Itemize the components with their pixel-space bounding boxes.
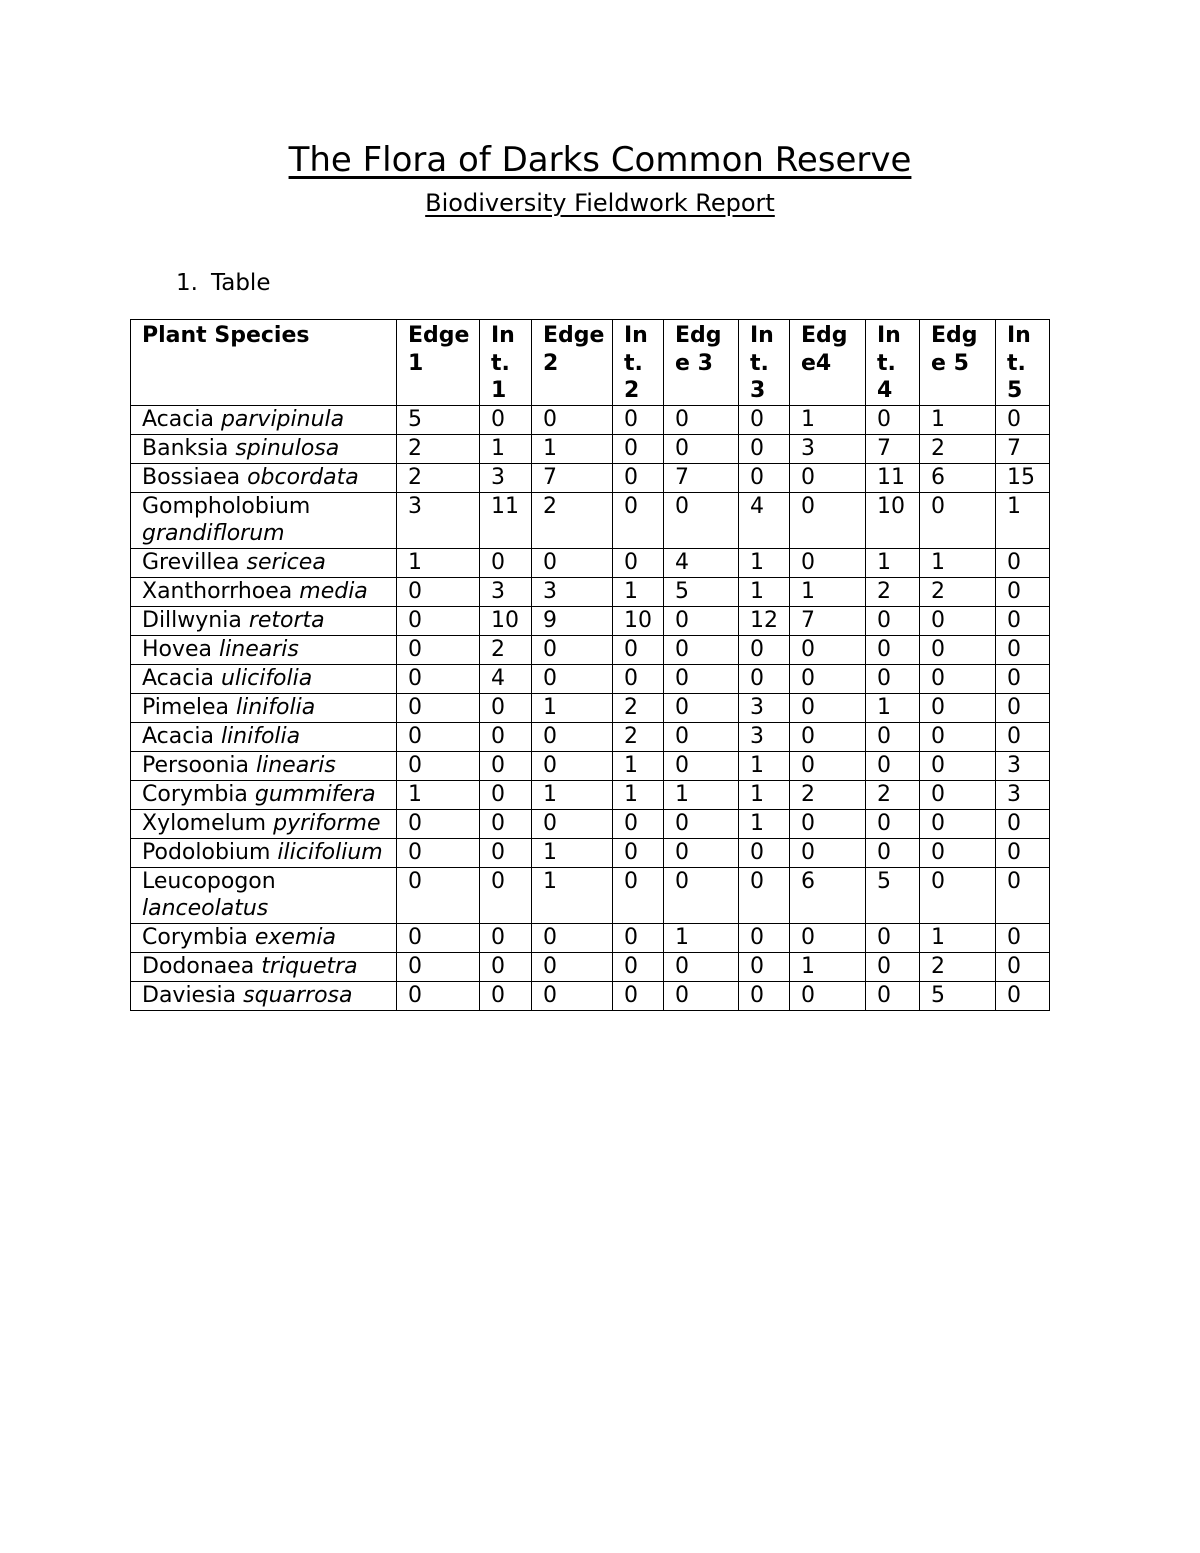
count-cell: 4 <box>480 664 532 693</box>
count-cell: 0 <box>790 751 866 780</box>
count-cell: 0 <box>790 838 866 867</box>
count-cell: 1 <box>532 838 613 867</box>
table-row <box>131 463 1050 492</box>
count-cell: 1 <box>480 434 532 463</box>
count-cell: 0 <box>397 923 480 952</box>
count-cell: 0 <box>613 809 664 838</box>
count-cell: 9 <box>532 606 613 635</box>
count-cell: 0 <box>996 635 1050 664</box>
header-int-5: Int. 5 <box>996 320 1050 406</box>
count-cell: 1 <box>739 577 790 606</box>
species-genus: Daviesia <box>142 982 237 1008</box>
count-cell: 1 <box>920 923 996 952</box>
table-row <box>131 635 1050 664</box>
count-cell: 4 <box>739 492 790 548</box>
count-cell: 1 <box>866 693 920 722</box>
table-row <box>131 751 1050 780</box>
count-cell: 6 <box>920 463 996 492</box>
count-cell: 0 <box>790 693 866 722</box>
count-cell: 1 <box>532 693 613 722</box>
count-cell: 0 <box>866 405 920 434</box>
count-cell: 0 <box>664 693 739 722</box>
species-genus: Dillwynia <box>142 607 242 633</box>
count-cell: 0 <box>996 664 1050 693</box>
species-name-cell <box>131 606 397 635</box>
species-epithet: triquetra <box>261 953 358 979</box>
count-cell: 0 <box>613 492 664 548</box>
species-epithet: squarrosa <box>243 982 353 1008</box>
count-cell: 0 <box>397 867 480 923</box>
count-cell: 2 <box>920 434 996 463</box>
count-cell: 3 <box>790 434 866 463</box>
count-cell: 0 <box>532 809 613 838</box>
table-row <box>131 548 1050 577</box>
header-plant-species: Plant Species <box>131 320 397 406</box>
count-cell: 2 <box>397 463 480 492</box>
count-cell: 0 <box>664 981 739 1010</box>
count-cell: 0 <box>996 923 1050 952</box>
species-epithet: linifolia <box>220 723 301 749</box>
count-cell: 0 <box>866 923 920 952</box>
species-name-cell <box>131 664 397 693</box>
count-cell: 7 <box>996 434 1050 463</box>
header-edge-3: Edge 3 <box>664 320 739 406</box>
count-cell: 3 <box>397 492 480 548</box>
table-row <box>131 838 1050 867</box>
species-genus: Corymbia <box>142 924 248 950</box>
count-cell: 0 <box>920 780 996 809</box>
count-cell: 1 <box>790 577 866 606</box>
count-cell: 0 <box>480 405 532 434</box>
count-cell: 0 <box>613 981 664 1010</box>
count-cell: 0 <box>613 635 664 664</box>
count-cell: 0 <box>996 548 1050 577</box>
count-cell: 0 <box>996 809 1050 838</box>
count-cell: 0 <box>790 809 866 838</box>
count-cell: 1 <box>532 434 613 463</box>
count-cell: 0 <box>532 981 613 1010</box>
count-cell: 0 <box>532 923 613 952</box>
count-cell: 0 <box>866 809 920 838</box>
table-row <box>131 722 1050 751</box>
species-epithet: exemia <box>254 924 336 950</box>
species-name-cell <box>131 923 397 952</box>
count-cell: 1 <box>866 548 920 577</box>
species-name-cell <box>131 635 397 664</box>
count-cell: 0 <box>613 923 664 952</box>
species-name-cell <box>131 809 397 838</box>
count-cell: 0 <box>664 751 739 780</box>
count-cell: 0 <box>866 606 920 635</box>
count-cell: 1 <box>739 751 790 780</box>
species-epithet: pyriforme <box>273 810 381 836</box>
species-epithet: ulicifolia <box>220 665 313 691</box>
count-cell: 1 <box>397 548 480 577</box>
count-cell: 0 <box>790 548 866 577</box>
count-cell: 3 <box>739 693 790 722</box>
count-cell: 2 <box>480 635 532 664</box>
count-cell: 0 <box>920 492 996 548</box>
count-cell: 1 <box>920 405 996 434</box>
count-cell: 0 <box>739 434 790 463</box>
count-cell: 0 <box>397 693 480 722</box>
count-cell: 10 <box>613 606 664 635</box>
count-cell: 0 <box>532 952 613 981</box>
count-cell: 0 <box>613 838 664 867</box>
count-cell: 0 <box>739 463 790 492</box>
count-cell: 5 <box>866 867 920 923</box>
count-cell: 0 <box>790 635 866 664</box>
header-int-3: Int. 3 <box>739 320 790 406</box>
species-name-cell <box>131 722 397 751</box>
count-cell: 0 <box>866 664 920 693</box>
count-cell: 0 <box>532 635 613 664</box>
count-cell: 0 <box>664 492 739 548</box>
species-epithet: retorta <box>248 607 325 633</box>
table-row <box>131 492 1050 548</box>
count-cell: 2 <box>866 577 920 606</box>
count-cell: 0 <box>920 751 996 780</box>
count-cell: 0 <box>920 606 996 635</box>
count-cell: 0 <box>480 867 532 923</box>
count-cell: 0 <box>664 867 739 923</box>
count-cell: 0 <box>664 809 739 838</box>
count-cell: 1 <box>613 577 664 606</box>
count-cell: 0 <box>866 635 920 664</box>
count-cell: 3 <box>739 722 790 751</box>
count-cell: 0 <box>996 981 1050 1010</box>
species-genus: Banksia <box>142 435 229 461</box>
count-cell: 1 <box>739 548 790 577</box>
table-row <box>131 923 1050 952</box>
count-cell: 5 <box>397 405 480 434</box>
section-label: Table <box>211 270 271 296</box>
count-cell: 0 <box>739 923 790 952</box>
count-cell: 7 <box>790 606 866 635</box>
species-name-cell <box>131 838 397 867</box>
count-cell: 0 <box>920 838 996 867</box>
count-cell: 0 <box>790 463 866 492</box>
count-cell: 2 <box>613 722 664 751</box>
count-cell: 0 <box>613 548 664 577</box>
species-genus: Acacia <box>142 723 214 749</box>
count-cell: 1 <box>739 809 790 838</box>
count-cell: 0 <box>532 405 613 434</box>
count-cell: 0 <box>613 867 664 923</box>
count-cell: 0 <box>480 809 532 838</box>
species-genus: Pimelea <box>142 694 229 720</box>
count-cell: 0 <box>480 780 532 809</box>
count-cell: 0 <box>739 664 790 693</box>
count-cell: 0 <box>996 693 1050 722</box>
count-cell: 0 <box>613 952 664 981</box>
header-edge-4: Edge4 <box>790 320 866 406</box>
count-cell: 0 <box>480 981 532 1010</box>
count-cell: 0 <box>664 838 739 867</box>
count-cell: 0 <box>397 952 480 981</box>
species-epithet: spinulosa <box>235 435 340 461</box>
table-row <box>131 952 1050 981</box>
count-cell: 0 <box>996 577 1050 606</box>
species-epithet: sericea <box>246 549 326 575</box>
table-row <box>131 981 1050 1010</box>
count-cell: 0 <box>920 635 996 664</box>
count-cell: 2 <box>790 780 866 809</box>
count-cell: 0 <box>397 838 480 867</box>
count-cell: 0 <box>739 838 790 867</box>
count-cell: 0 <box>532 664 613 693</box>
table-row <box>131 606 1050 635</box>
count-cell: 0 <box>480 838 532 867</box>
count-cell: 3 <box>480 577 532 606</box>
species-genus: Persoonia <box>142 752 249 778</box>
count-cell: 3 <box>996 780 1050 809</box>
count-cell: 1 <box>790 952 866 981</box>
count-cell: 7 <box>664 463 739 492</box>
section-heading <box>176 270 270 296</box>
species-epithet: linearis <box>255 752 336 778</box>
species-genus: Leucopogon <box>142 868 276 894</box>
count-cell: 6 <box>790 867 866 923</box>
count-cell: 0 <box>920 809 996 838</box>
count-cell: 0 <box>920 722 996 751</box>
count-cell: 0 <box>397 751 480 780</box>
count-cell: 0 <box>397 722 480 751</box>
count-cell: 0 <box>397 664 480 693</box>
table-header-row <box>131 320 1050 406</box>
count-cell: 10 <box>866 492 920 548</box>
count-cell: 0 <box>920 867 996 923</box>
count-cell: 0 <box>996 867 1050 923</box>
count-cell: 2 <box>397 434 480 463</box>
count-cell: 3 <box>480 463 532 492</box>
count-cell: 1 <box>664 780 739 809</box>
count-cell: 0 <box>397 809 480 838</box>
count-cell: 0 <box>996 722 1050 751</box>
count-cell: 12 <box>739 606 790 635</box>
count-cell: 0 <box>790 492 866 548</box>
count-cell: 11 <box>480 492 532 548</box>
count-cell: 0 <box>866 952 920 981</box>
count-cell: 0 <box>480 693 532 722</box>
species-name-cell <box>131 434 397 463</box>
header-edge-1: Edge 1 <box>397 320 480 406</box>
species-name-cell <box>131 693 397 722</box>
count-cell: 0 <box>866 838 920 867</box>
table-row <box>131 434 1050 463</box>
header-int-4: Int. 4 <box>866 320 920 406</box>
species-genus: Xylomelum <box>142 810 267 836</box>
count-cell: 0 <box>866 751 920 780</box>
species-genus: Grevillea <box>142 549 240 575</box>
count-cell: 0 <box>664 405 739 434</box>
species-name-cell <box>131 405 397 434</box>
count-cell: 0 <box>664 606 739 635</box>
count-cell: 0 <box>739 952 790 981</box>
count-cell: 0 <box>664 664 739 693</box>
count-cell: 2 <box>866 780 920 809</box>
count-cell: 0 <box>996 606 1050 635</box>
species-genus: Corymbia <box>142 781 248 807</box>
count-cell: 2 <box>920 577 996 606</box>
table-row <box>131 405 1050 434</box>
count-cell: 1 <box>532 867 613 923</box>
count-cell: 5 <box>664 577 739 606</box>
species-epithet: parvipinula <box>220 406 345 432</box>
count-cell: 1 <box>613 780 664 809</box>
document-subtitle: Biodiversity Fieldwork Report <box>425 189 775 217</box>
header-int-2: Int. 2 <box>613 320 664 406</box>
table-body <box>131 405 1050 1010</box>
count-cell: 0 <box>664 434 739 463</box>
table-row <box>131 664 1050 693</box>
count-cell: 0 <box>613 664 664 693</box>
species-epithet: lanceolatus <box>142 896 269 921</box>
count-cell: 0 <box>790 981 866 1010</box>
table-row <box>131 809 1050 838</box>
species-name-cell <box>131 981 397 1010</box>
species-epithet: linifolia <box>236 694 316 720</box>
species-genus: Acacia <box>142 665 214 691</box>
count-cell: 0 <box>664 722 739 751</box>
count-cell: 0 <box>996 952 1050 981</box>
table-row <box>131 693 1050 722</box>
count-cell: 2 <box>532 492 613 548</box>
header-int-1: Int. 1 <box>480 320 532 406</box>
species-name-cell <box>131 780 397 809</box>
count-cell: 0 <box>866 722 920 751</box>
count-cell: 0 <box>397 981 480 1010</box>
count-cell: 0 <box>613 463 664 492</box>
count-cell: 0 <box>613 434 664 463</box>
count-cell: 0 <box>996 838 1050 867</box>
species-table <box>130 319 1050 1011</box>
count-cell: 0 <box>480 722 532 751</box>
count-cell: 0 <box>613 405 664 434</box>
count-cell: 0 <box>397 606 480 635</box>
count-cell: 7 <box>866 434 920 463</box>
count-cell: 0 <box>790 923 866 952</box>
count-cell: 0 <box>739 405 790 434</box>
species-genus: Acacia <box>142 406 214 432</box>
species-epithet: gummifera <box>254 781 376 807</box>
count-cell: 0 <box>790 722 866 751</box>
count-cell: 0 <box>397 577 480 606</box>
count-cell: 0 <box>739 867 790 923</box>
table-row <box>131 780 1050 809</box>
count-cell: 0 <box>920 664 996 693</box>
species-epithet: linearis <box>219 636 299 662</box>
species-genus: Podolobium <box>142 839 271 865</box>
count-cell: 10 <box>480 606 532 635</box>
count-cell: 11 <box>866 463 920 492</box>
species-epithet: ilicifolium <box>277 839 383 865</box>
count-cell: 7 <box>532 463 613 492</box>
count-cell: 1 <box>739 780 790 809</box>
count-cell: 0 <box>480 751 532 780</box>
count-cell: 0 <box>480 923 532 952</box>
count-cell: 1 <box>790 405 866 434</box>
species-name-cell <box>131 577 397 606</box>
count-cell: 3 <box>996 751 1050 780</box>
species-epithet: grandiflorum <box>142 521 285 546</box>
count-cell: 0 <box>664 952 739 981</box>
count-cell: 15 <box>996 463 1050 492</box>
count-cell: 3 <box>532 577 613 606</box>
species-genus: Bossiaea <box>142 464 241 490</box>
count-cell: 0 <box>996 405 1050 434</box>
species-genus: Gompholobium <box>142 493 311 519</box>
species-genus: Xanthorrhoea <box>142 578 293 604</box>
species-genus: Hovea <box>142 636 213 662</box>
header-edge-5: Edge 5 <box>920 320 996 406</box>
species-name-cell <box>131 952 397 981</box>
species-name-cell <box>131 751 397 780</box>
count-cell: 0 <box>920 693 996 722</box>
count-cell: 1 <box>397 780 480 809</box>
count-cell: 0 <box>739 635 790 664</box>
species-name-cell <box>131 463 397 492</box>
count-cell: 1 <box>920 548 996 577</box>
count-cell: 0 <box>866 981 920 1010</box>
species-name-cell <box>131 548 397 577</box>
count-cell: 4 <box>664 548 739 577</box>
count-cell: 0 <box>739 981 790 1010</box>
count-cell: 2 <box>920 952 996 981</box>
document-title: The Flora of Darks Common Reserve <box>288 140 912 180</box>
count-cell: 1 <box>532 780 613 809</box>
count-cell: 1 <box>613 751 664 780</box>
count-cell: 0 <box>532 722 613 751</box>
section-number: 1. <box>176 270 198 296</box>
header-edge-2: Edge 2 <box>532 320 613 406</box>
count-cell: 2 <box>613 693 664 722</box>
count-cell: 0 <box>480 548 532 577</box>
species-epithet: obcordata <box>247 464 359 490</box>
count-cell: 1 <box>664 923 739 952</box>
count-cell: 0 <box>532 548 613 577</box>
species-genus: Dodonaea <box>142 953 255 979</box>
count-cell: 5 <box>920 981 996 1010</box>
count-cell: 0 <box>664 635 739 664</box>
species-epithet: media <box>299 578 368 604</box>
count-cell: 0 <box>480 952 532 981</box>
count-cell: 0 <box>790 664 866 693</box>
count-cell: 1 <box>996 492 1050 548</box>
table-row <box>131 577 1050 606</box>
species-name-cell <box>131 867 397 923</box>
species-name-cell <box>131 492 397 548</box>
count-cell: 0 <box>532 751 613 780</box>
count-cell: 0 <box>397 635 480 664</box>
table-row <box>131 867 1050 923</box>
